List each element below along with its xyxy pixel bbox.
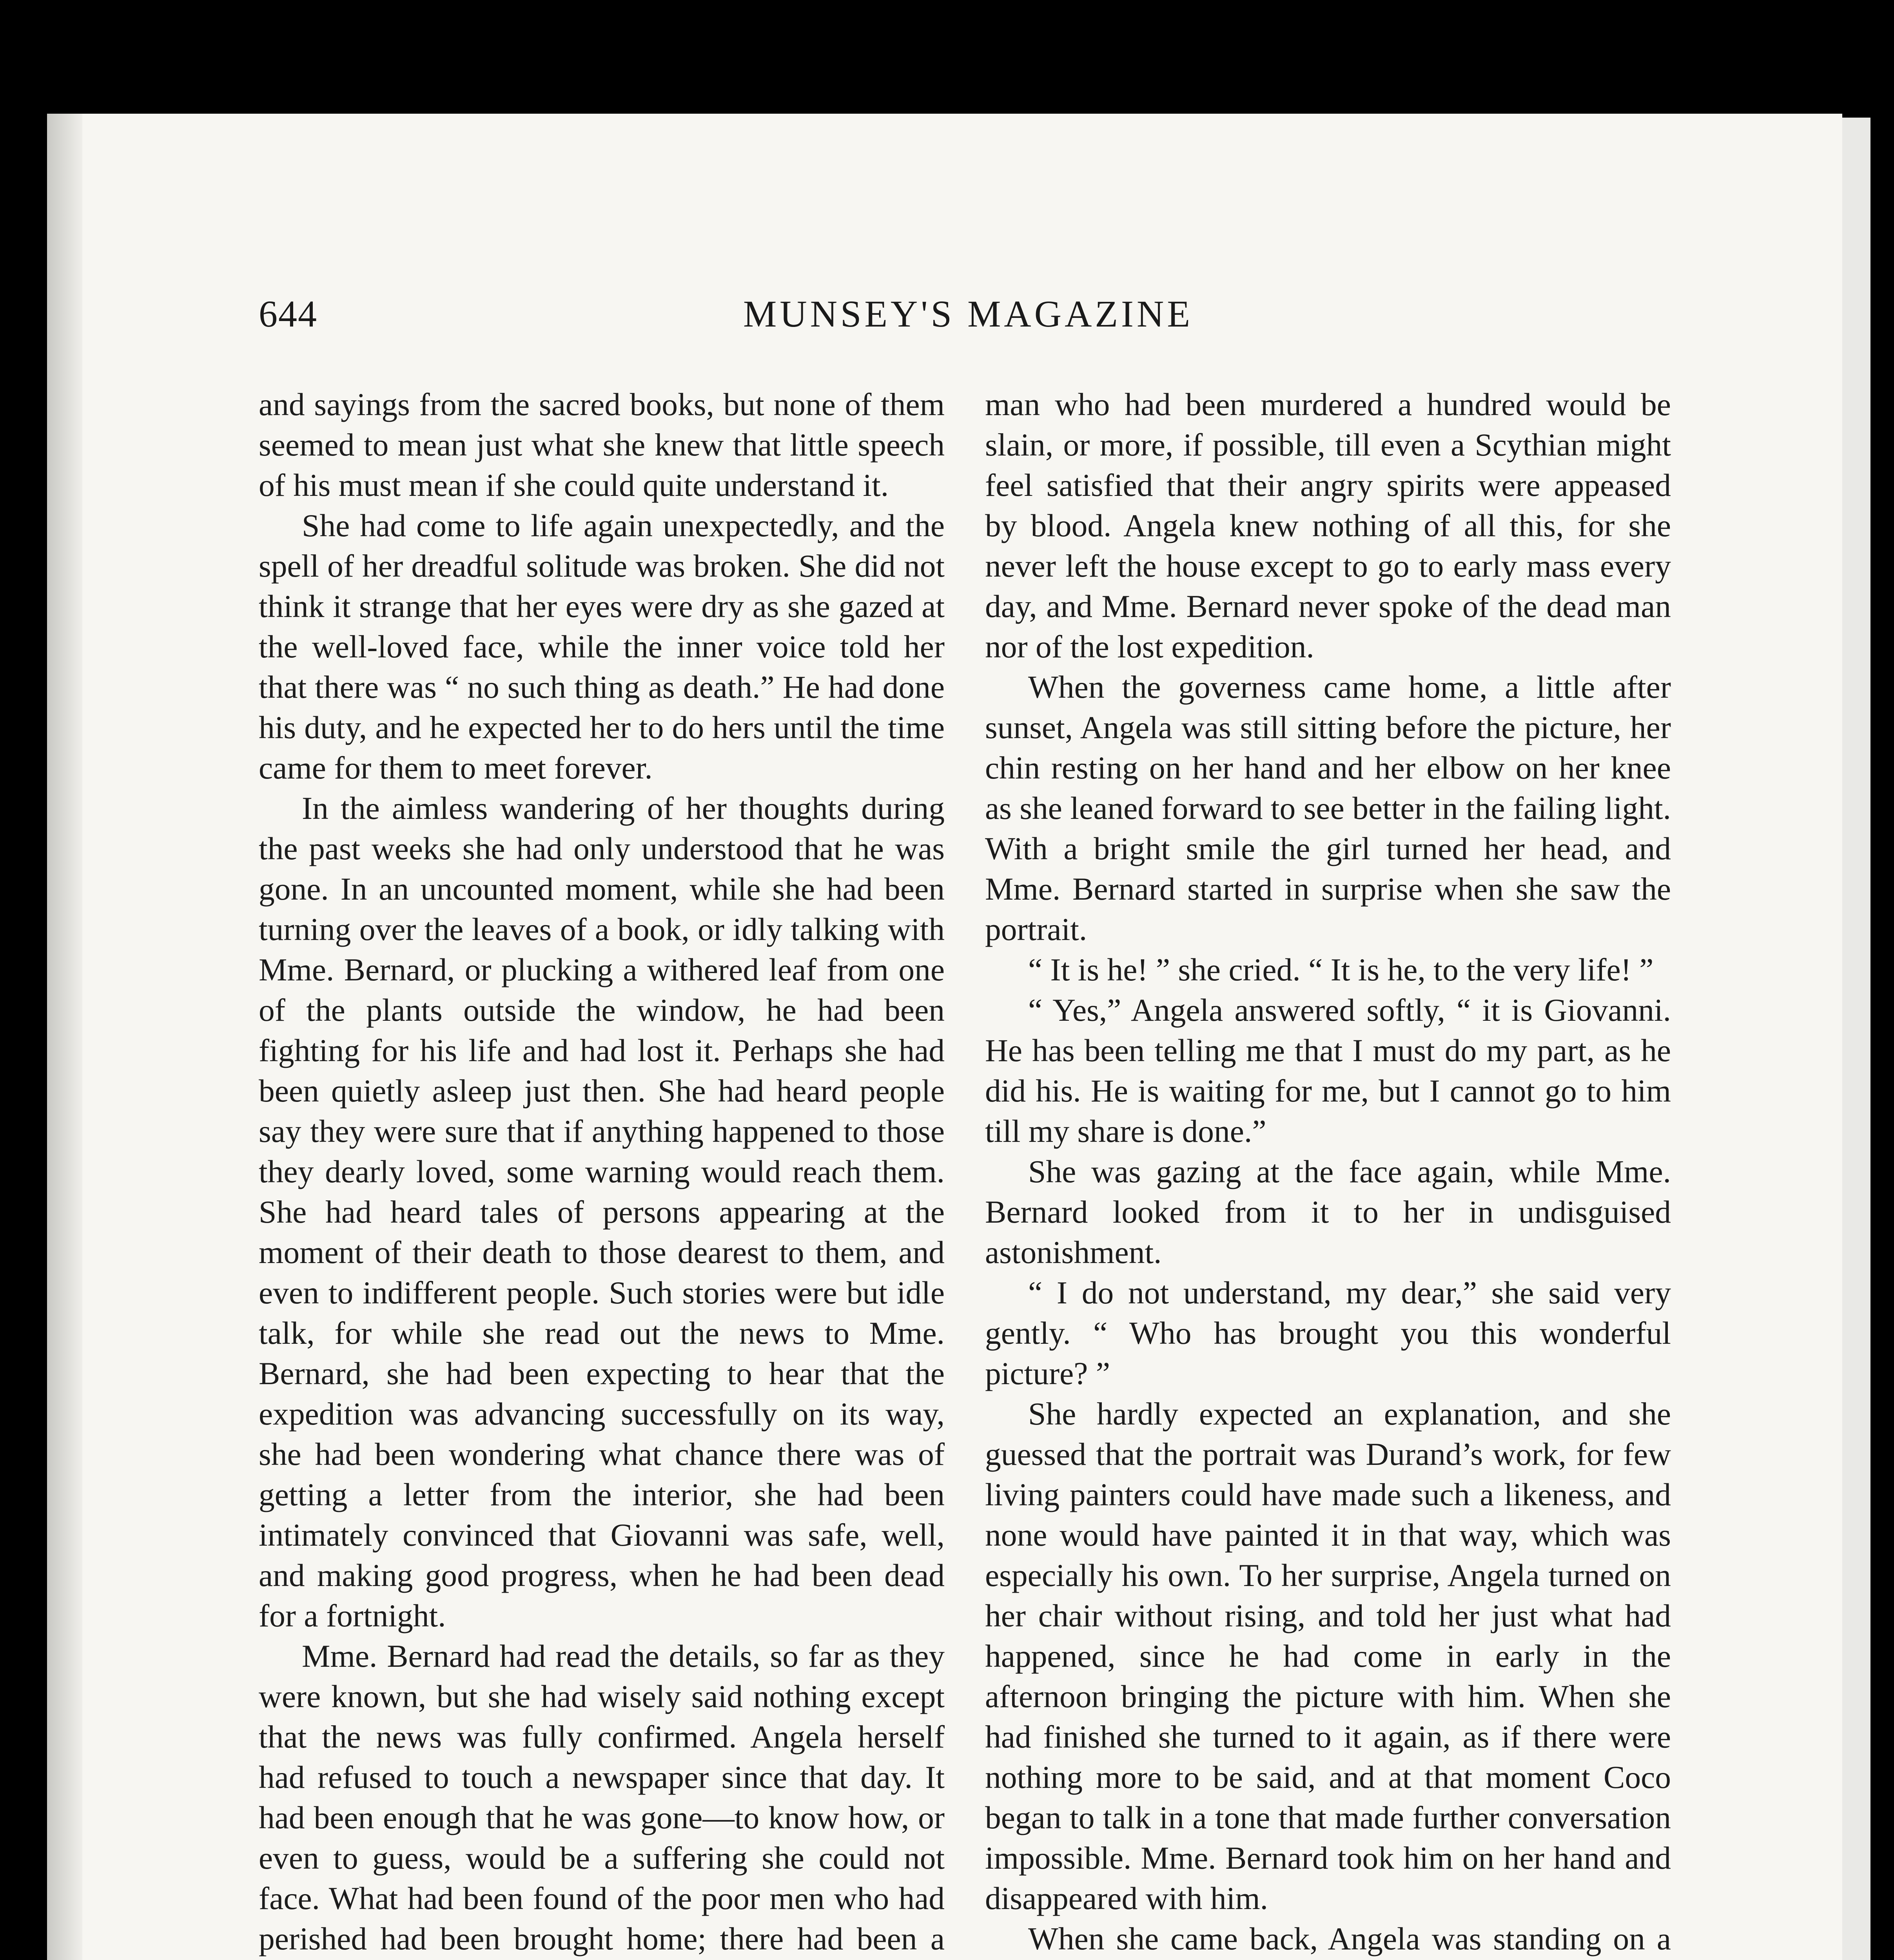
paragraph: man who had been murdered a hundred would be slain, or more, if possible, till even a Scythian might feel satisfied that their angry spirits were appeased by blood. Angela knew nothing of all this, for she never left the house except to go to early mass every day, and Mme. Bernard never spoke of the dead man nor of the lost expedition.	[985, 387, 1671, 664]
paragraph: She hardly expected an explanation, and she guessed that the portrait was Durand’s work, for few living painters could have made such a likeness, and none would have painted it in that way, which was especially his own. To her surprise, Angela turned on her chair without rising, and told her just what had happened, since he had come in early in the afternoon bringing the picture with him. When she had finished she turned to it again, as if there were nothing more to be said, and at that moment Coco began to talk in a tone that made further conversation impossible. Mme. Bernard took him on her hand and disappeared with him.	[985, 1396, 1671, 1916]
magazine-page	[47, 114, 1842, 1960]
paragraph: Mme. Bernard had read the details, so far as they were known, but she had wisely said nothing except that the news was fully confirmed. Angela herself had refused to touch a newspaper since that day. It had been enough that he was gone—to know how, or even to guess, would be a suffering she could not face. What had been found of the poor men who had perished had been brought home; there had been a	[259, 1638, 945, 1956]
paragraph: She had come to life again unexpectedly, and the spell of her dreadful solitude was broken. She did not think it strange that her eyes were dry as she gazed at the well-loved face, while the inner voice told her that there was “ no such thing as death.” He had done his duty, and he expected her to do hers until the time came for them to meet forever.	[259, 508, 945, 786]
running-title: MUNSEY'S MAGAZINE	[743, 293, 1193, 335]
paragraph: When the governess came home, a little after sunset, Angela was still sitting before the picture, her chin resting on her hand and her elbow on her knee as she leaned forward to see better in the failing light. With a bright smile the girl turned her head, and Mme. Bernard started in surprise when she saw the portrait.	[985, 669, 1671, 947]
page-number: 644	[259, 293, 317, 335]
paragraph: When she came back, Angela was standing on a	[1028, 1921, 1671, 1956]
paragraph: “ Yes,” Angela answered softly, “ it is Giovanni. He has been telling me that I must do my part, as he did his. He is waiting for me, but I cannot go to him till my share is done.”	[985, 992, 1671, 1149]
left-column	[259, 384, 945, 1960]
paragraph: In the aimless wandering of her thoughts during the past weeks she had only understood that he was gone. In an uncounted moment, while she had been turning over the leaves of a book, or idly talking with Mme. Bernard, or plucking a withered leaf from one of the plants outside the window, he had been fighting for his life and had lost it. Perhaps she had been quietly asleep just then. She had heard people say they were sure that if anything happened to those they dearly loved, some warning would reach them. She had heard tales of persons appearing at the moment of their death to those dearest to them, and even to indifferent people. Such stories were but idle talk, for while she read out the news to Mme. Bernard, she had been expecting to hear that the expedition was advancing successfully on its way, she had been wondering what chance there was of getting a letter from the interior, she had been intimately convinced that Giovanni was safe, well, and making good progress, when he had been dead for a fortnight.	[259, 790, 945, 1633]
paragraph: “ I do not understand, my dear,” she said very gently. “ Who has brought you this wonderful picture? ”	[985, 1275, 1671, 1391]
binding-shadow	[47, 114, 82, 1960]
right-column	[985, 384, 1671, 1960]
page-header	[47, 292, 1842, 343]
paragraph: “ It is he! ” she cried. “ It is he, to the very life! ”	[1028, 952, 1654, 987]
paragraph: She was gazing at the face again, while Mme. Bernard looked from it to her in undisguised astonishment.	[985, 1154, 1671, 1270]
paragraph: and sayings from the sacred books, but none of them seemed to mean just what she knew that little speech of his must mean if she could quite understand it.	[259, 387, 945, 503]
